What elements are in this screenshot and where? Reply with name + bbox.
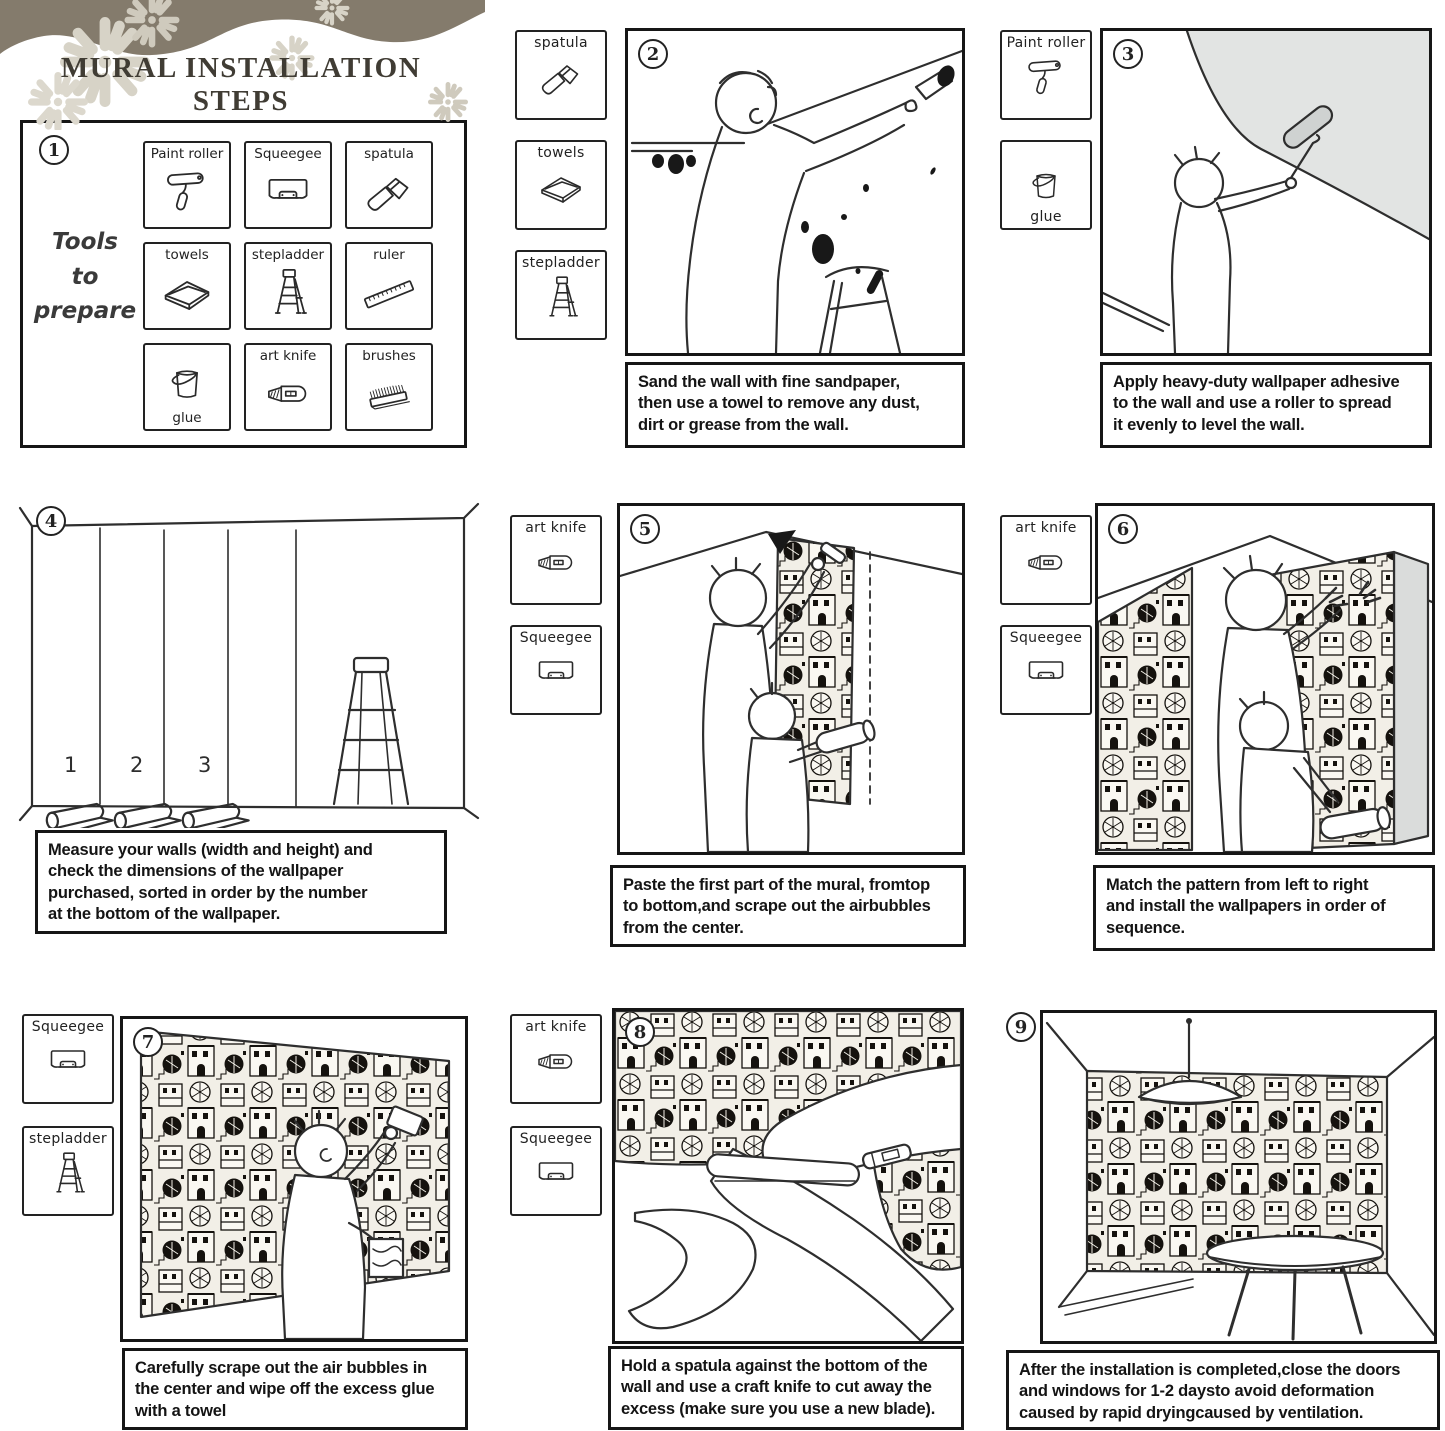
step7-illustration xyxy=(120,1016,468,1342)
tool-glue: glue xyxy=(143,343,231,431)
stepladder-icon xyxy=(536,272,586,322)
step5-illustration xyxy=(617,503,965,855)
step-number-badge: 8 xyxy=(625,1017,655,1047)
applying-adhesive-sketch xyxy=(1103,31,1429,353)
step5-tool-art-knife: art knife xyxy=(510,515,602,605)
trimming-excess-sketch xyxy=(615,1011,961,1341)
panel-number: 2 xyxy=(130,753,144,777)
pasting-first-strip-sketch xyxy=(620,506,962,852)
step-number-badge: 7 xyxy=(133,1027,163,1057)
step6-tool-squeegee: Squeegee xyxy=(1000,625,1092,715)
tool-ruler: ruler xyxy=(345,242,433,330)
step-number-badge: 5 xyxy=(630,514,660,544)
step3-caption: Apply heavy-duty wallpaper adhesive to the wall and use a roller to spread it evenly to level the wall. xyxy=(1100,362,1432,448)
step7-tool-stepladder: stepladder xyxy=(22,1126,114,1216)
stepladder-icon xyxy=(260,264,316,320)
tools-grid xyxy=(143,141,433,431)
tools-to-prepare-label: Tools to prepare xyxy=(33,229,137,324)
towel-icon xyxy=(537,162,585,210)
step7-caption: Carefully scrape out the air bubbles in the center and wipe off the excess glue with a towel xyxy=(122,1348,468,1430)
step8-caption: Hold a spatula against the bottom of the wall and use a craft knife to cut away the excess (make sure you use a new blade). xyxy=(608,1346,964,1430)
step-number-badge: 6 xyxy=(1108,514,1138,544)
paint-roller-icon xyxy=(1022,52,1070,100)
step-number-badge: 3 xyxy=(1113,39,1143,69)
art-knife-icon xyxy=(532,537,580,585)
paint-roller-icon xyxy=(160,163,214,217)
flower-icon xyxy=(128,0,176,44)
finished-room-sketch xyxy=(1043,1013,1434,1341)
art-knife-icon xyxy=(261,365,315,419)
tool-squeegee: Squeegee xyxy=(244,141,332,229)
step3-illustration xyxy=(1100,28,1432,356)
step2-tool-spatula: spatula xyxy=(515,30,607,120)
step1-tools-panel xyxy=(20,120,467,448)
step2-caption: Sand the wall with fine sandpaper, then use a towel to remove any dust, dirt or grease from the wall. xyxy=(625,362,965,448)
squeegee-icon xyxy=(532,647,580,695)
sanding-wall-sketch xyxy=(628,31,962,353)
squeegee-icon xyxy=(1022,647,1070,695)
step3-tool-glue: glue xyxy=(1000,140,1092,230)
step6-caption: Match the pattern from left to right and install the wallpapers in order of sequence. xyxy=(1093,865,1435,951)
step7-tool-squeegee: Squeegee xyxy=(22,1014,114,1104)
towel-icon xyxy=(160,264,214,318)
step6-tool-art-knife: art knife xyxy=(1000,515,1092,605)
tool-stepladder: stepladder xyxy=(244,242,332,330)
spatula-icon xyxy=(362,163,416,217)
step3-tool-paint-roller: Paint roller xyxy=(1000,30,1092,120)
squeegee-icon xyxy=(44,1036,92,1084)
spatula-icon xyxy=(537,52,585,100)
step2-tool-towels: towels xyxy=(515,140,607,230)
step-number-badge: 2 xyxy=(638,39,668,69)
step9-illustration xyxy=(1040,1010,1437,1344)
step9-caption: After the installation is completed,close the doors and windows for 1-2 daysto avoid deformation caused by rapid dryingcaused by ventilation. xyxy=(1006,1350,1440,1430)
tool-paint-roller: Paint roller xyxy=(143,141,231,229)
measuring-wall-sketch xyxy=(18,498,480,828)
smoothing-bubbles-sketch xyxy=(123,1019,465,1339)
step6-illustration xyxy=(1095,503,1435,855)
page-title: MURAL INSTALLATION STEPS xyxy=(60,52,422,117)
glue-bucket-icon xyxy=(1022,161,1070,209)
step-number-badge: 9 xyxy=(1006,1012,1036,1042)
matching-pattern-sketch xyxy=(1098,506,1432,852)
art-knife-icon xyxy=(532,1036,580,1084)
step5-tool-squeegee: Squeegee xyxy=(510,625,602,715)
panel-number: 1 xyxy=(64,753,78,777)
art-knife-icon xyxy=(1022,537,1070,585)
step8-tool-art-knife: art knife xyxy=(510,1014,602,1104)
tool-spatula: spatula xyxy=(345,141,433,229)
step5-caption: Paste the first part of the mural, fromtop to bottom,and scrape out the airbubbles from the center. xyxy=(610,865,966,947)
brush-icon xyxy=(361,365,417,421)
panel-number: 3 xyxy=(198,753,212,777)
step2-tool-stepladder: stepladder xyxy=(515,250,607,340)
step8-illustration xyxy=(612,1008,964,1344)
stepladder-sketch xyxy=(334,658,408,804)
step2-illustration xyxy=(625,28,965,356)
tool-art-knife: art knife xyxy=(244,343,332,431)
squeegee-icon xyxy=(261,163,315,217)
squeegee-icon xyxy=(532,1148,580,1196)
glue-bucket-icon xyxy=(160,356,214,410)
step-number-badge: 4 xyxy=(36,506,66,536)
tool-towels: towels xyxy=(143,242,231,330)
stepladder-icon xyxy=(43,1148,93,1198)
ruler-icon xyxy=(361,264,417,320)
step8-tool-squeegee: Squeegee xyxy=(510,1126,602,1216)
tool-brushes: brushes xyxy=(345,343,433,431)
step4-caption: Measure your walls (width and height) and check the dimensions of the wallpaper purchased, sorted in order by the number at the bottom of the wallpaper. xyxy=(35,830,447,934)
step-number-badge: 1 xyxy=(39,135,69,165)
